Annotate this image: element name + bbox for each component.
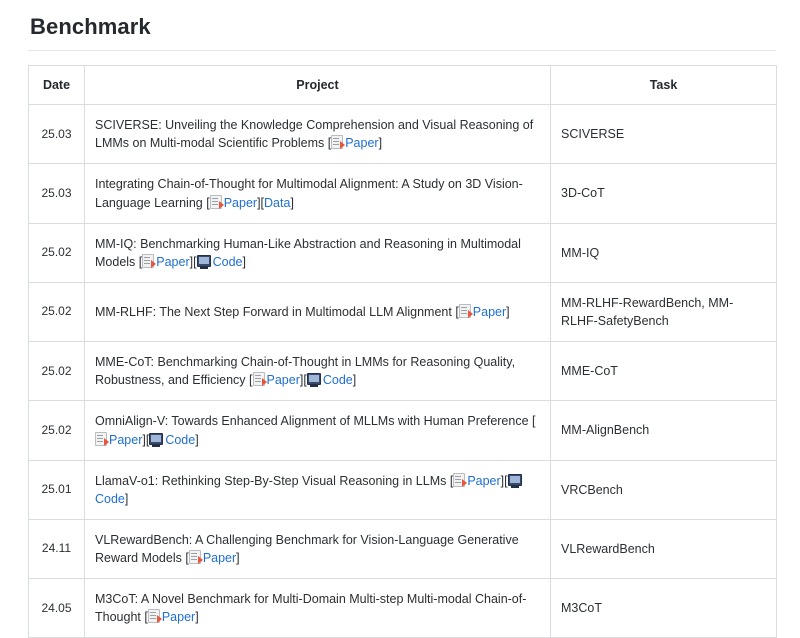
cell-task: MM-AlignBench	[551, 401, 777, 460]
table-row	[29, 223, 777, 282]
benchmark-table	[28, 65, 777, 638]
cell-project	[85, 342, 551, 401]
link-paper[interactable]	[253, 373, 300, 387]
cell-project	[85, 519, 551, 578]
bracket-open: [	[455, 304, 459, 319]
cell-task: 3D-CoT	[551, 164, 777, 223]
project-title: SCIVERSE: Unveiling the Knowledge Comprehension and Visual Reasoning of LMMs on Multi-modal Scientific Problems	[95, 118, 534, 151]
code-icon	[508, 474, 522, 486]
bracket-close: ]	[189, 254, 194, 269]
bracket-close: ]	[242, 254, 246, 269]
paper-icon	[253, 372, 265, 386]
cell-task: VLRewardBench	[551, 519, 777, 578]
paper-icon	[453, 473, 465, 487]
table-header-row	[29, 66, 777, 105]
project-title: MME-CoT: Benchmarking Chain-of-Thought in LMMs for Reasoning Quality, Robustness, and Efficiency	[95, 355, 516, 388]
bracket-open: [	[145, 432, 150, 447]
link-label: Code	[95, 491, 125, 506]
column-header-task: Task	[551, 66, 777, 105]
cell-task: VRCBench	[551, 460, 777, 519]
link-paper[interactable]	[210, 196, 257, 210]
link-label: Paper	[109, 432, 143, 447]
link-label: Paper	[223, 195, 258, 210]
cell-project	[85, 105, 551, 164]
column-header-project: Project	[85, 66, 551, 105]
bracket-open: [	[260, 195, 265, 210]
cell-date: 25.02	[29, 342, 85, 401]
bracket-open: [	[206, 195, 210, 210]
bracket-close: ]	[506, 304, 510, 319]
cell-date: 25.03	[29, 105, 85, 164]
cell-date: 25.02	[29, 401, 85, 460]
table-row	[29, 460, 777, 519]
bracket-open: [	[303, 373, 307, 388]
table-header	[29, 66, 777, 105]
link-label: Paper	[345, 136, 379, 151]
link-code[interactable]	[307, 373, 353, 387]
cell-task: SCIVERSE	[551, 105, 777, 164]
bracket-open: [	[138, 254, 143, 269]
code-icon	[149, 433, 163, 445]
paper-icon	[189, 550, 201, 564]
paper-icon	[331, 135, 343, 149]
bracket-open: [	[449, 473, 454, 488]
bracket-close: ]	[142, 432, 146, 447]
cell-date: 24.05	[29, 579, 85, 638]
paper-icon	[210, 195, 222, 209]
bracket-close: ]	[378, 136, 383, 151]
bracket-open: [	[185, 551, 189, 565]
bracket-open: [	[532, 414, 536, 429]
bracket-open: [	[144, 610, 148, 625]
paper-icon	[95, 432, 107, 446]
bracket-close: ]	[257, 195, 261, 210]
link-label: Code	[165, 432, 196, 447]
link-label: Code	[212, 254, 243, 269]
project-title: MM-RLHF: The Next Step Forward in Multimodal LLM Alignment	[95, 304, 456, 319]
bracket-close: ]	[195, 432, 199, 447]
link-paper[interactable]	[453, 474, 500, 488]
cell-date: 25.03	[29, 164, 85, 223]
link-data[interactable]	[264, 196, 290, 210]
cell-project	[85, 282, 551, 341]
cell-project	[85, 401, 551, 460]
link-label: Paper	[156, 254, 190, 269]
cell-task: MM-IQ	[551, 223, 777, 282]
bracket-close: ]	[236, 551, 240, 565]
link-label: Paper	[472, 304, 507, 319]
link-paper[interactable]	[148, 610, 195, 624]
table-row	[29, 519, 777, 578]
cell-project	[85, 164, 551, 223]
link-paper[interactable]	[331, 136, 378, 150]
link-label: Data	[264, 195, 291, 210]
paper-icon	[142, 254, 154, 268]
cell-task: MM-RLHF-RewardBench, MM-RLHF-SafetyBench	[551, 282, 777, 341]
bracket-close: ]	[124, 491, 129, 506]
code-icon	[197, 255, 211, 267]
code-icon	[307, 373, 321, 385]
bracket-open: [	[193, 254, 197, 269]
column-header-date: Date	[29, 66, 85, 105]
bracket-open: [	[249, 373, 253, 388]
table-row	[29, 282, 777, 341]
table-row	[29, 401, 777, 460]
paper-icon	[148, 609, 160, 623]
cell-project	[85, 223, 551, 282]
paper-icon	[459, 304, 471, 318]
bracket-close: ]	[500, 473, 505, 488]
page-title: Benchmark	[28, 10, 776, 51]
link-label: Paper	[202, 551, 237, 565]
cell-date: 25.02	[29, 282, 85, 341]
link-paper[interactable]	[459, 305, 506, 319]
link-label: Paper	[161, 610, 196, 625]
link-paper[interactable]	[189, 551, 236, 565]
cell-task: M3CoT	[551, 579, 777, 638]
project-title: LlamaV-o1: Rethinking Step-By-Step Visual Reasoning in LLMs	[95, 473, 450, 488]
table-row	[29, 164, 777, 223]
project-title: Integrating Chain-of-Thought for Multimodal Alignment: A Study on 3D Vision-Language Learning	[95, 177, 523, 210]
bracket-close: ]	[299, 373, 304, 388]
bracket-close: ]	[352, 373, 357, 388]
link-paper[interactable]	[142, 255, 189, 269]
bracket-open: [	[504, 473, 508, 488]
cell-date: 24.11	[29, 519, 85, 578]
table-body	[29, 105, 777, 638]
cell-project	[85, 579, 551, 638]
table-row	[29, 342, 777, 401]
bracket-close: ]	[195, 610, 199, 625]
table-row	[29, 579, 777, 638]
bracket-open: [	[327, 136, 332, 151]
link-label: Code	[322, 373, 353, 388]
cell-date: 25.02	[29, 223, 85, 282]
cell-task: MME-CoT	[551, 342, 777, 401]
project-title: VLRewardBench: A Challenging Benchmark for Vision-Language Generative Reward Models	[95, 532, 519, 565]
link-label: Paper	[266, 373, 300, 388]
link-code[interactable]	[149, 433, 195, 447]
bracket-close: ]	[290, 195, 294, 210]
cell-project	[85, 460, 551, 519]
cell-date: 25.01	[29, 460, 85, 519]
project-title: M3CoT: A Novel Benchmark for Multi-Domain Multi-step Multi-modal Chain-of-Thought	[95, 592, 527, 625]
link-code[interactable]	[197, 254, 246, 269]
project-title: MM-IQ: Benchmarking Human-Like Abstraction and Reasoning in Multimodal Models	[95, 236, 521, 269]
table-row	[29, 105, 777, 164]
link-paper[interactable]	[95, 433, 142, 447]
link-label: Paper	[467, 473, 501, 488]
project-title: OmniAlign-V: Towards Enhanced Alignment of MLLMs with Human Preference	[95, 414, 533, 429]
